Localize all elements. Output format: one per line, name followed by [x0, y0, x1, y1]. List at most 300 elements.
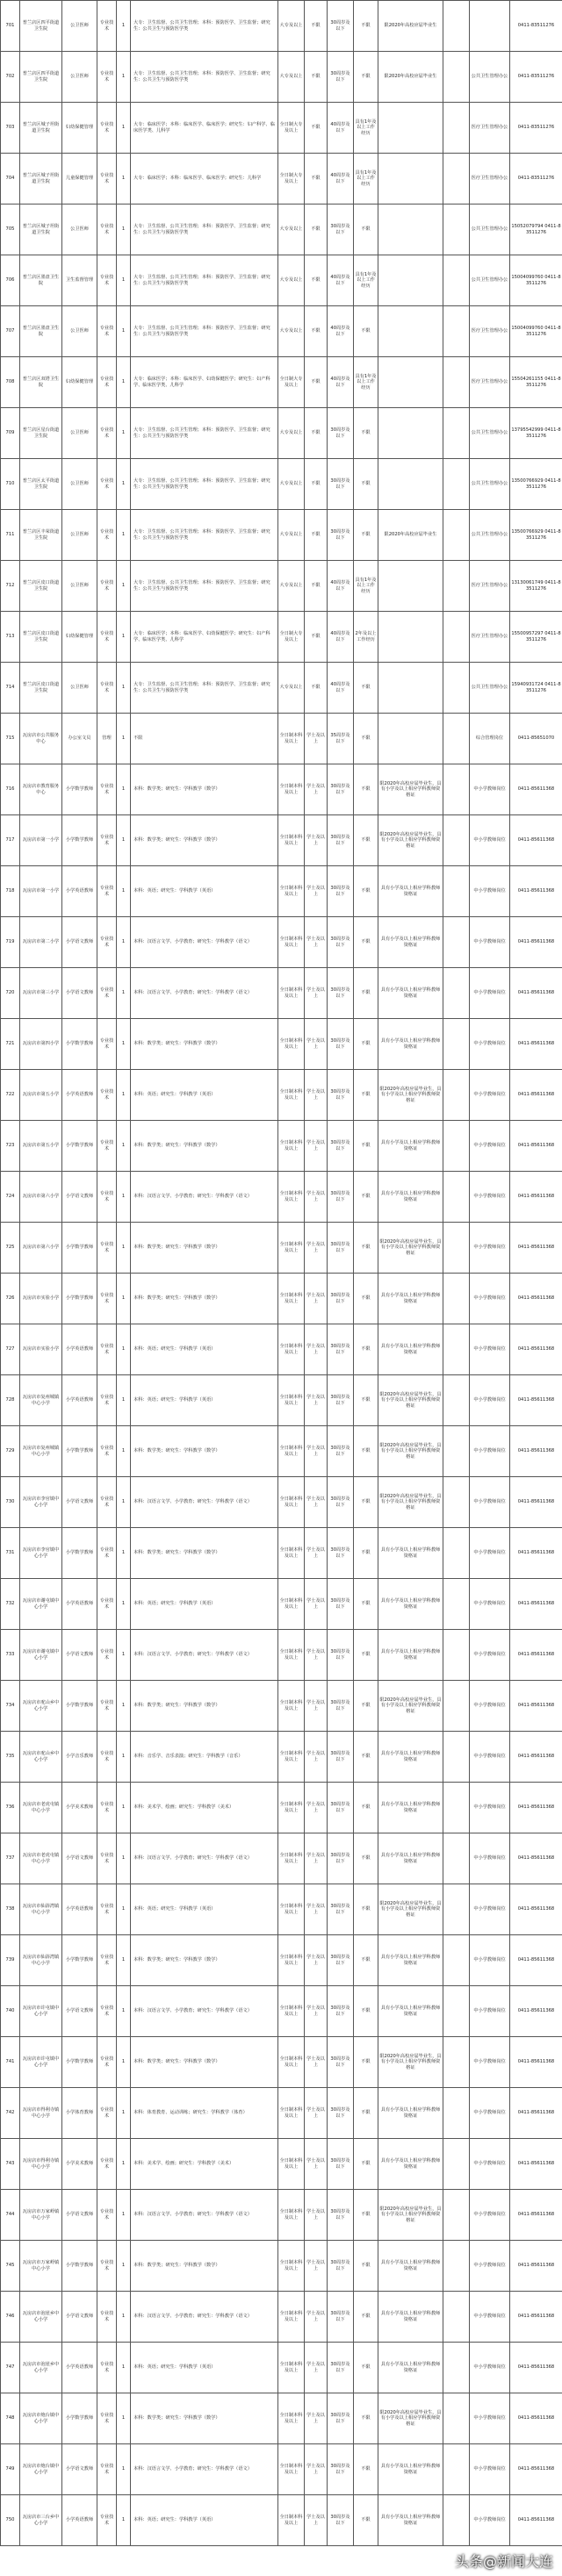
cell-age: 30周岁及以下 — [328, 1324, 354, 1375]
cell-cond: 不限 — [354, 663, 378, 714]
cell-unit: 普兰店区皮口街道卫生院 — [20, 663, 62, 714]
cell-no: 710 — [1, 459, 20, 510]
cell-form — [443, 1528, 470, 1579]
cell-degree: 学士及以上 — [305, 968, 328, 1019]
cell-other: 具有小学及以上相应学科教师资格证 — [378, 1732, 443, 1783]
cell-major: 大专：卫生监督、公共卫生管理；本科：预防医学、卫生监督；研究生：公共卫生与预防医学类 — [131, 663, 278, 714]
cell-post: 小学英语教师 — [62, 866, 97, 917]
cell-dept: 中小学教师岗位 — [470, 2190, 510, 2241]
cell-edu: 全日制大专及以上 — [278, 357, 305, 408]
table-row — [1, 357, 562, 408]
cell-type: 专业技术 — [97, 2292, 117, 2343]
cell-other: 具有小学及以上相应学科教师资格证 — [378, 1630, 443, 1681]
cell-cond: 不限 — [354, 1324, 378, 1375]
cell-degree: 学士及以上 — [305, 2241, 328, 2292]
table-row — [1, 917, 562, 968]
cell-major: 本科：英语；研究生：学科教学（英语） — [131, 2343, 278, 2393]
cell-dept: 中小学教师岗位 — [470, 968, 510, 1019]
cell-cond: 不限 — [354, 1375, 378, 1426]
cell-post: 小学语文教师 — [62, 1630, 97, 1681]
cell-major: 本科：数学类；研究生：学科教学（数学） — [131, 1935, 278, 1986]
table-row — [1, 1, 562, 52]
cell-dept: 综合管理岗位 — [470, 714, 510, 764]
cell-post: 小学英语教师 — [62, 1579, 97, 1630]
cell-degree: 学士及以上 — [305, 2139, 328, 2190]
cell-post: 公卫医师 — [62, 52, 97, 103]
cell-degree: 不限 — [305, 205, 328, 255]
cell-major: 本科：数学类；研究生：学科教学（数学） — [131, 1019, 278, 1070]
cell-other: 具有小学及以上相应学科教师资格证 — [378, 968, 443, 1019]
cell-edu: 全日制本科及以上 — [278, 1324, 305, 1375]
cell-dept: 中小学教师岗位 — [470, 1426, 510, 1477]
cell-type: 专业技术 — [97, 1681, 117, 1732]
cell-tel: 0411-85611368 — [510, 1630, 562, 1681]
table-row — [1, 1884, 562, 1935]
cell-num: 1 — [117, 1172, 131, 1223]
cell-edu: 全日制本科及以上 — [278, 1630, 305, 1681]
cell-dept: 中小学教师岗位 — [470, 1375, 510, 1426]
cell-post: 卫生监督管理 — [62, 255, 97, 306]
cell-tel: 0411-85611368 — [510, 1019, 562, 1070]
table-row — [1, 255, 562, 306]
cell-degree: 学士及以上 — [305, 1630, 328, 1681]
table-body — [1, 1, 562, 2546]
cell-degree: 学士及以上 — [305, 1884, 328, 1935]
cell-type: 专业技术 — [97, 2241, 117, 2292]
cell-type: 专业技术 — [97, 1019, 117, 1070]
cell-type: 专业技术 — [97, 1579, 117, 1630]
table-row — [1, 306, 562, 357]
cell-type: 专业技术 — [97, 255, 117, 306]
cell-edu: 全日制本科及以上 — [278, 2241, 305, 2292]
cell-unit: 瓦房店市老虎屯镇中心小学 — [20, 1833, 62, 1884]
cell-major: 本科：数学类；研究生：学科教学（数学） — [131, 1121, 278, 1172]
cell-post: 小学英语教师 — [62, 1375, 97, 1426]
cell-major: 本科：美术学、绘画；研究生：学科教学（美术） — [131, 1783, 278, 1833]
cell-post: 公卫医师 — [62, 663, 97, 714]
cell-num: 1 — [117, 1681, 131, 1732]
cell-other: 具有小学及以上相应学科教师资格证 — [378, 1579, 443, 1630]
cell-post: 小学数学教师 — [62, 1935, 97, 1986]
cell-form — [443, 1019, 470, 1070]
cell-num: 1 — [117, 1426, 131, 1477]
cell-cond: 2年及以上工作经历 — [354, 612, 378, 663]
cell-other: 具有小学及以上相应学科教师资格证 — [378, 1324, 443, 1375]
cell-no: 703 — [1, 103, 20, 154]
cell-age: 30周岁及以下 — [328, 510, 354, 561]
cell-tel: 15500957297 0411-83511276 — [510, 612, 562, 663]
cell-age: 30周岁及以下 — [328, 2495, 354, 2546]
cell-age: 30周岁及以下 — [328, 2444, 354, 2495]
cell-unit: 瓦房店市得利寺镇中心小学 — [20, 2139, 62, 2190]
cell-dept: 中小学教师岗位 — [470, 1833, 510, 1884]
cell-edu: 大专及以上 — [278, 52, 305, 103]
cell-no: 747 — [1, 2343, 20, 2393]
cell-form — [443, 1324, 470, 1375]
cell-form — [443, 306, 470, 357]
cell-cond: 不限 — [354, 510, 378, 561]
cell-form — [443, 815, 470, 866]
cell-num: 1 — [117, 1324, 131, 1375]
cell-post: 小学数学教师 — [62, 815, 97, 866]
cell-major: 本科：数学类；研究生：学科教学（数学） — [131, 2393, 278, 2444]
cell-no: 746 — [1, 2292, 20, 2343]
cell-post: 妇幼保健管理 — [62, 357, 97, 408]
cell-post: 小学语文教师 — [62, 2190, 97, 2241]
cell-degree: 学士及以上 — [305, 815, 328, 866]
cell-other — [378, 561, 443, 612]
cell-degree: 不限 — [305, 663, 328, 714]
cell-edu: 全日制本科及以上 — [278, 1528, 305, 1579]
table-row — [1, 714, 562, 764]
cell-age: 30周岁及以下 — [328, 968, 354, 1019]
cell-type: 专业技术 — [97, 1783, 117, 1833]
cell-tel: 15504261155 0411-83511276 — [510, 357, 562, 408]
cell-cond: 不限 — [354, 1426, 378, 1477]
cell-type: 专业技术 — [97, 2190, 117, 2241]
cell-form — [443, 52, 470, 103]
cell-age: 30周岁及以下 — [328, 1681, 354, 1732]
cell-cond: 不限 — [354, 408, 378, 459]
cell-no: 721 — [1, 1019, 20, 1070]
cell-edu: 大专及以上 — [278, 663, 305, 714]
cell-other — [378, 663, 443, 714]
cell-cond: 不限 — [354, 917, 378, 968]
cell-age: 30周岁及以下 — [328, 1070, 354, 1121]
cell-degree: 不限 — [305, 1, 328, 52]
cell-major: 大专：临床医学；本科：临床医学、妇幼保健医学；研究生：妇产科学、临床医学类、儿科学 — [131, 612, 278, 663]
cell-other: 限2020年高校应届毕业生，具有小学及以上相应学科教师资格证 — [378, 1375, 443, 1426]
cell-major: 本科：数学类；研究生：学科教学（数学） — [131, 1426, 278, 1477]
table-row — [1, 1172, 562, 1223]
cell-type: 专业技术 — [97, 1477, 117, 1528]
cell-edu: 全日制本科及以上 — [278, 1070, 305, 1121]
cell-tel: 15004099760 0411-83511276 — [510, 306, 562, 357]
cell-cond: 不限 — [354, 1, 378, 52]
table-row — [1, 1019, 562, 1070]
cell-type: 专业技术 — [97, 1, 117, 52]
cell-type: 专业技术 — [97, 1375, 117, 1426]
cell-degree: 不限 — [305, 255, 328, 306]
cell-unit: 普兰店区太平街道卫生院 — [20, 459, 62, 510]
cell-form — [443, 2088, 470, 2139]
cell-cond: 不限 — [354, 1884, 378, 1935]
cell-num: 1 — [117, 306, 131, 357]
cell-cond: 不限 — [354, 1935, 378, 1986]
cell-age: 30周岁及以下 — [328, 1579, 354, 1630]
cell-degree: 学士及以上 — [305, 917, 328, 968]
cell-major: 大专：卫生监督、公共卫生管理；本科：预防医学、卫生监督；研究生：公共卫生与预防医学类 — [131, 561, 278, 612]
cell-unit: 瓦房店市实验小学 — [20, 1324, 62, 1375]
cell-dept: 中小学教师岗位 — [470, 1274, 510, 1324]
cell-degree: 学士及以上 — [305, 2190, 328, 2241]
cell-type: 专业技术 — [97, 917, 117, 968]
cell-no: 718 — [1, 866, 20, 917]
cell-num: 1 — [117, 1, 131, 52]
table-row — [1, 1783, 562, 1833]
cell-other: 具有小学及以上相应学科教师资格证 — [378, 1019, 443, 1070]
cell-dept: 中小学教师岗位 — [470, 2241, 510, 2292]
cell-major: 本科：数学类；研究生：学科教学（数学） — [131, 1274, 278, 1324]
cell-cond: 不限 — [354, 1528, 378, 1579]
cell-no: 716 — [1, 764, 20, 815]
cell-edu: 全日制本科及以上 — [278, 1681, 305, 1732]
cell-cond: 不限 — [354, 2444, 378, 2495]
cell-unit: 普兰店区星台街道卫生院 — [20, 408, 62, 459]
cell-num: 1 — [117, 205, 131, 255]
cell-tel: 0411-85611368 — [510, 1528, 562, 1579]
cell-unit: 瓦房店市得利寺镇中心小学 — [20, 2088, 62, 2139]
cell-no: 719 — [1, 917, 20, 968]
cell-tel: 0411-85611368 — [510, 1579, 562, 1630]
cell-dept: 医疗卫生管理办公 — [470, 357, 510, 408]
cell-edu: 全日制本科及以上 — [278, 1172, 305, 1223]
cell-edu: 全日制本科及以上 — [278, 1223, 305, 1274]
cell-age: 40周岁及以下 — [328, 154, 354, 205]
cell-post: 小学数学教师 — [62, 2393, 97, 2444]
cell-age: 30周岁及以下 — [328, 2139, 354, 2190]
cell-age: 30周岁及以下 — [328, 1935, 354, 1986]
cell-type: 专业技术 — [97, 815, 117, 866]
cell-major: 大专：卫生监督、公共卫生管理；本科：预防医学、卫生监督；研究生：公共卫生与预防医学类 — [131, 52, 278, 103]
cell-other: 限2020年高校应届毕业生，具有小学及以上相应学科教师资格证 — [378, 2190, 443, 2241]
cell-dept: 中小学教师岗位 — [470, 1986, 510, 2037]
cell-form — [443, 103, 470, 154]
cell-degree: 不限 — [305, 408, 328, 459]
cell-num: 1 — [117, 917, 131, 968]
cell-major: 本科：英语；研究生：学科教学（英语） — [131, 1884, 278, 1935]
cell-major: 本科：美术学、绘画；研究生：学科教学（美术） — [131, 2139, 278, 2190]
cell-num: 1 — [117, 561, 131, 612]
cell-post: 小学数学教师 — [62, 1528, 97, 1579]
cell-tel: 0411-85611368 — [510, 2241, 562, 2292]
cell-age: 30周岁及以下 — [328, 1986, 354, 2037]
cell-major: 本科：数学类；研究生：学科教学（数学） — [131, 1681, 278, 1732]
cell-tel: 0411-85611368 — [510, 968, 562, 1019]
cell-form — [443, 1, 470, 52]
table-row — [1, 2292, 562, 2343]
cell-type: 专业技术 — [97, 866, 117, 917]
cell-dept: 医疗卫生管理办公 — [470, 306, 510, 357]
cell-cond: 不限 — [354, 714, 378, 764]
table-row — [1, 1528, 562, 1579]
cell-major: 大专：卫生监督、公共卫生管理；本科：预防医学、卫生监督；研究生：公共卫生与预防医学类 — [131, 408, 278, 459]
cell-num: 1 — [117, 1375, 131, 1426]
cell-num: 1 — [117, 1070, 131, 1121]
cell-other: 限2020年高校应届毕业生，具有小学及以上相应学科教师资格证 — [378, 1426, 443, 1477]
cell-tel: 13500766929 0411-83511276 — [510, 510, 562, 561]
cell-dept: 中小学教师岗位 — [470, 1172, 510, 1223]
cell-post: 小学数学教师 — [62, 1681, 97, 1732]
cell-type: 专业技术 — [97, 1223, 117, 1274]
cell-num: 1 — [117, 968, 131, 1019]
cell-no: 730 — [1, 1477, 20, 1528]
cell-type: 专业技术 — [97, 408, 117, 459]
cell-form — [443, 1426, 470, 1477]
cell-dept: 中小学教师岗位 — [470, 1783, 510, 1833]
cell-edu: 全日制本科及以上 — [278, 2495, 305, 2546]
cell-major: 本科：汉语言文学、小学教育；研究生：学科教学（语文） — [131, 2444, 278, 2495]
cell-edu: 全日制本科及以上 — [278, 2088, 305, 2139]
cell-no: 714 — [1, 663, 20, 714]
cell-other: 限2020年高校应届毕业生 — [378, 510, 443, 561]
cell-dept: 中小学教师岗位 — [470, 1019, 510, 1070]
table-row — [1, 2088, 562, 2139]
cell-age: 30周岁及以下 — [328, 2037, 354, 2088]
cell-degree: 不限 — [305, 306, 328, 357]
cell-unit: 瓦房店市万家岭镇中心小学 — [20, 2190, 62, 2241]
cell-major: 本科：汉语言文学、小学教育；研究生：学科教学（语文） — [131, 1833, 278, 1884]
cell-tel: 0411-85611368 — [510, 1121, 562, 1172]
cell-no: 720 — [1, 968, 20, 1019]
cell-degree: 学士及以上 — [305, 1070, 328, 1121]
cell-num: 1 — [117, 1783, 131, 1833]
cell-num: 1 — [117, 764, 131, 815]
cell-unit: 普兰店区城子坦街道卫生院 — [20, 103, 62, 154]
cell-type: 专业技术 — [97, 2037, 117, 2088]
cell-num: 1 — [117, 2088, 131, 2139]
cell-tel: 13130061749 0411-83511276 — [510, 561, 562, 612]
table-row — [1, 2139, 562, 2190]
cell-form — [443, 561, 470, 612]
cell-tel: 0411-85611368 — [510, 1274, 562, 1324]
cell-unit: 瓦房店市第二小学 — [20, 917, 62, 968]
cell-no: 748 — [1, 2393, 20, 2444]
cell-no: 724 — [1, 1172, 20, 1223]
cell-num: 1 — [117, 1732, 131, 1783]
cell-unit: 瓦房店市公共服务中心 — [20, 714, 62, 764]
cell-type: 专业技术 — [97, 1630, 117, 1681]
cell-type: 专业技术 — [97, 1426, 117, 1477]
cell-edu: 全日制大专及以上 — [278, 154, 305, 205]
cell-no: 749 — [1, 2444, 20, 2495]
cell-tel: 0411-83511276 — [510, 52, 562, 103]
cell-age: 30周岁及以下 — [328, 2343, 354, 2393]
cell-other — [378, 255, 443, 306]
cell-edu: 全日制本科及以上 — [278, 1935, 305, 1986]
cell-num: 1 — [117, 2444, 131, 2495]
cell-unit: 瓦房店市驼山乡中心小学 — [20, 1681, 62, 1732]
cell-tel: 0411-85611368 — [510, 1833, 562, 1884]
table-row — [1, 1274, 562, 1324]
table-row — [1, 408, 562, 459]
cell-type: 专业技术 — [97, 1986, 117, 2037]
cell-type: 专业技术 — [97, 459, 117, 510]
cell-dept: 中小学教师岗位 — [470, 2088, 510, 2139]
cell-major: 本科：汉语言文学、小学教育；研究生：学科教学（语文） — [131, 2190, 278, 2241]
cell-other — [378, 357, 443, 408]
cell-age: 30周岁及以下 — [328, 2241, 354, 2292]
cell-tel: 15052079794 0411-83511276 — [510, 205, 562, 255]
cell-cond: 不限 — [354, 52, 378, 103]
cell-post: 公卫医师 — [62, 205, 97, 255]
cell-degree: 不限 — [305, 103, 328, 154]
cell-num: 1 — [117, 103, 131, 154]
cell-no: 707 — [1, 306, 20, 357]
cell-dept: 公共卫生管理办公 — [470, 663, 510, 714]
cell-other — [378, 306, 443, 357]
cell-num: 1 — [117, 1274, 131, 1324]
cell-age: 30周岁及以下 — [328, 1630, 354, 1681]
cell-num: 1 — [117, 1121, 131, 1172]
cell-age: 30周岁及以下 — [328, 205, 354, 255]
cell-edu: 全日制本科及以上 — [278, 1783, 305, 1833]
cell-degree: 不限 — [305, 52, 328, 103]
cell-major: 大专：卫生监督、公共卫生管理；本科：预防医学、卫生监督；研究生：公共卫生与预防医学类 — [131, 510, 278, 561]
cell-tel: 0411-85611368 — [510, 917, 562, 968]
cell-tel: 0411-83511276 — [510, 103, 562, 154]
cell-num: 1 — [117, 1477, 131, 1528]
cell-dept: 中小学教师岗位 — [470, 2444, 510, 2495]
cell-edu: 全日制本科及以上 — [278, 1121, 305, 1172]
cell-cond: 不限 — [354, 866, 378, 917]
cell-other: 具有小学及以上相应学科教师资格证 — [378, 2139, 443, 2190]
cell-num: 1 — [117, 612, 131, 663]
cell-type: 专业技术 — [97, 1732, 117, 1783]
cell-form — [443, 510, 470, 561]
cell-cond: 不限 — [354, 1732, 378, 1783]
cell-degree: 学士及以上 — [305, 1935, 328, 1986]
cell-unit: 普兰店区城子坦街道卫生院 — [20, 154, 62, 205]
table-row — [1, 2037, 562, 2088]
cell-degree: 学士及以上 — [305, 2037, 328, 2088]
cell-no: 726 — [1, 1274, 20, 1324]
table-row — [1, 2393, 562, 2444]
cell-tel: 0411-85611368 — [510, 1172, 562, 1223]
cell-no: 740 — [1, 1986, 20, 2037]
cell-edu: 大专及以上 — [278, 510, 305, 561]
cell-age: 30周岁及以下 — [328, 1121, 354, 1172]
cell-age: 40周岁及以下 — [328, 561, 354, 612]
cell-cond: 具有1年及以上工作经历 — [354, 154, 378, 205]
cell-unit: 普兰店区城子坦街道卫生院 — [20, 205, 62, 255]
cell-dept: 中小学教师岗位 — [470, 1324, 510, 1375]
cell-unit: 瓦房店市万家岭镇中心小学 — [20, 2241, 62, 2292]
cell-edu: 全日制本科及以上 — [278, 1426, 305, 1477]
cell-no: 727 — [1, 1324, 20, 1375]
cell-cond: 不限 — [354, 2037, 378, 2088]
cell-degree: 不限 — [305, 357, 328, 408]
cell-cond: 具有1年及以上工作经历 — [354, 561, 378, 612]
table-row — [1, 154, 562, 205]
cell-tel: 0411-85611368 — [510, 1986, 562, 2037]
cell-other: 限2020年高校应届毕业生，具有小学及以上相应学科教师资格证 — [378, 764, 443, 815]
cell-post: 小学英语教师 — [62, 1324, 97, 1375]
cell-no: 734 — [1, 1681, 20, 1732]
table-row — [1, 561, 562, 612]
cell-edu: 全日制本科及以上 — [278, 1579, 305, 1630]
cell-post: 小学英语教师 — [62, 2495, 97, 2546]
cell-post: 小学语文教师 — [62, 1986, 97, 2037]
table-row — [1, 1223, 562, 1274]
cell-other: 具有小学及以上相应学科教师资格证 — [378, 866, 443, 917]
cell-unit: 瓦房店市炮台镇中心小学 — [20, 2444, 62, 2495]
cell-degree: 学士及以上 — [305, 1732, 328, 1783]
cell-num: 1 — [117, 2393, 131, 2444]
cell-dept: 中小学教师岗位 — [470, 1681, 510, 1732]
cell-no: 744 — [1, 2190, 20, 2241]
cell-major: 本科：英语；研究生：学科教学（英语） — [131, 866, 278, 917]
cell-edu: 全日制本科及以上 — [278, 1375, 305, 1426]
cell-other: 限2020年高校应届毕业生，具有小学及以上相应学科教师资格证 — [378, 2037, 443, 2088]
cell-cond: 不限 — [354, 968, 378, 1019]
cell-age: 30周岁及以下 — [328, 917, 354, 968]
cell-edu: 全日制本科及以上 — [278, 1986, 305, 2037]
cell-major: 大专：卫生监督、公共卫生管理；本科：预防医学、卫生监督；研究生：公共卫生与预防医学类 — [131, 205, 278, 255]
cell-degree: 学士及以上 — [305, 2088, 328, 2139]
cell-no: 702 — [1, 52, 20, 103]
cell-cond: 不限 — [354, 1070, 378, 1121]
